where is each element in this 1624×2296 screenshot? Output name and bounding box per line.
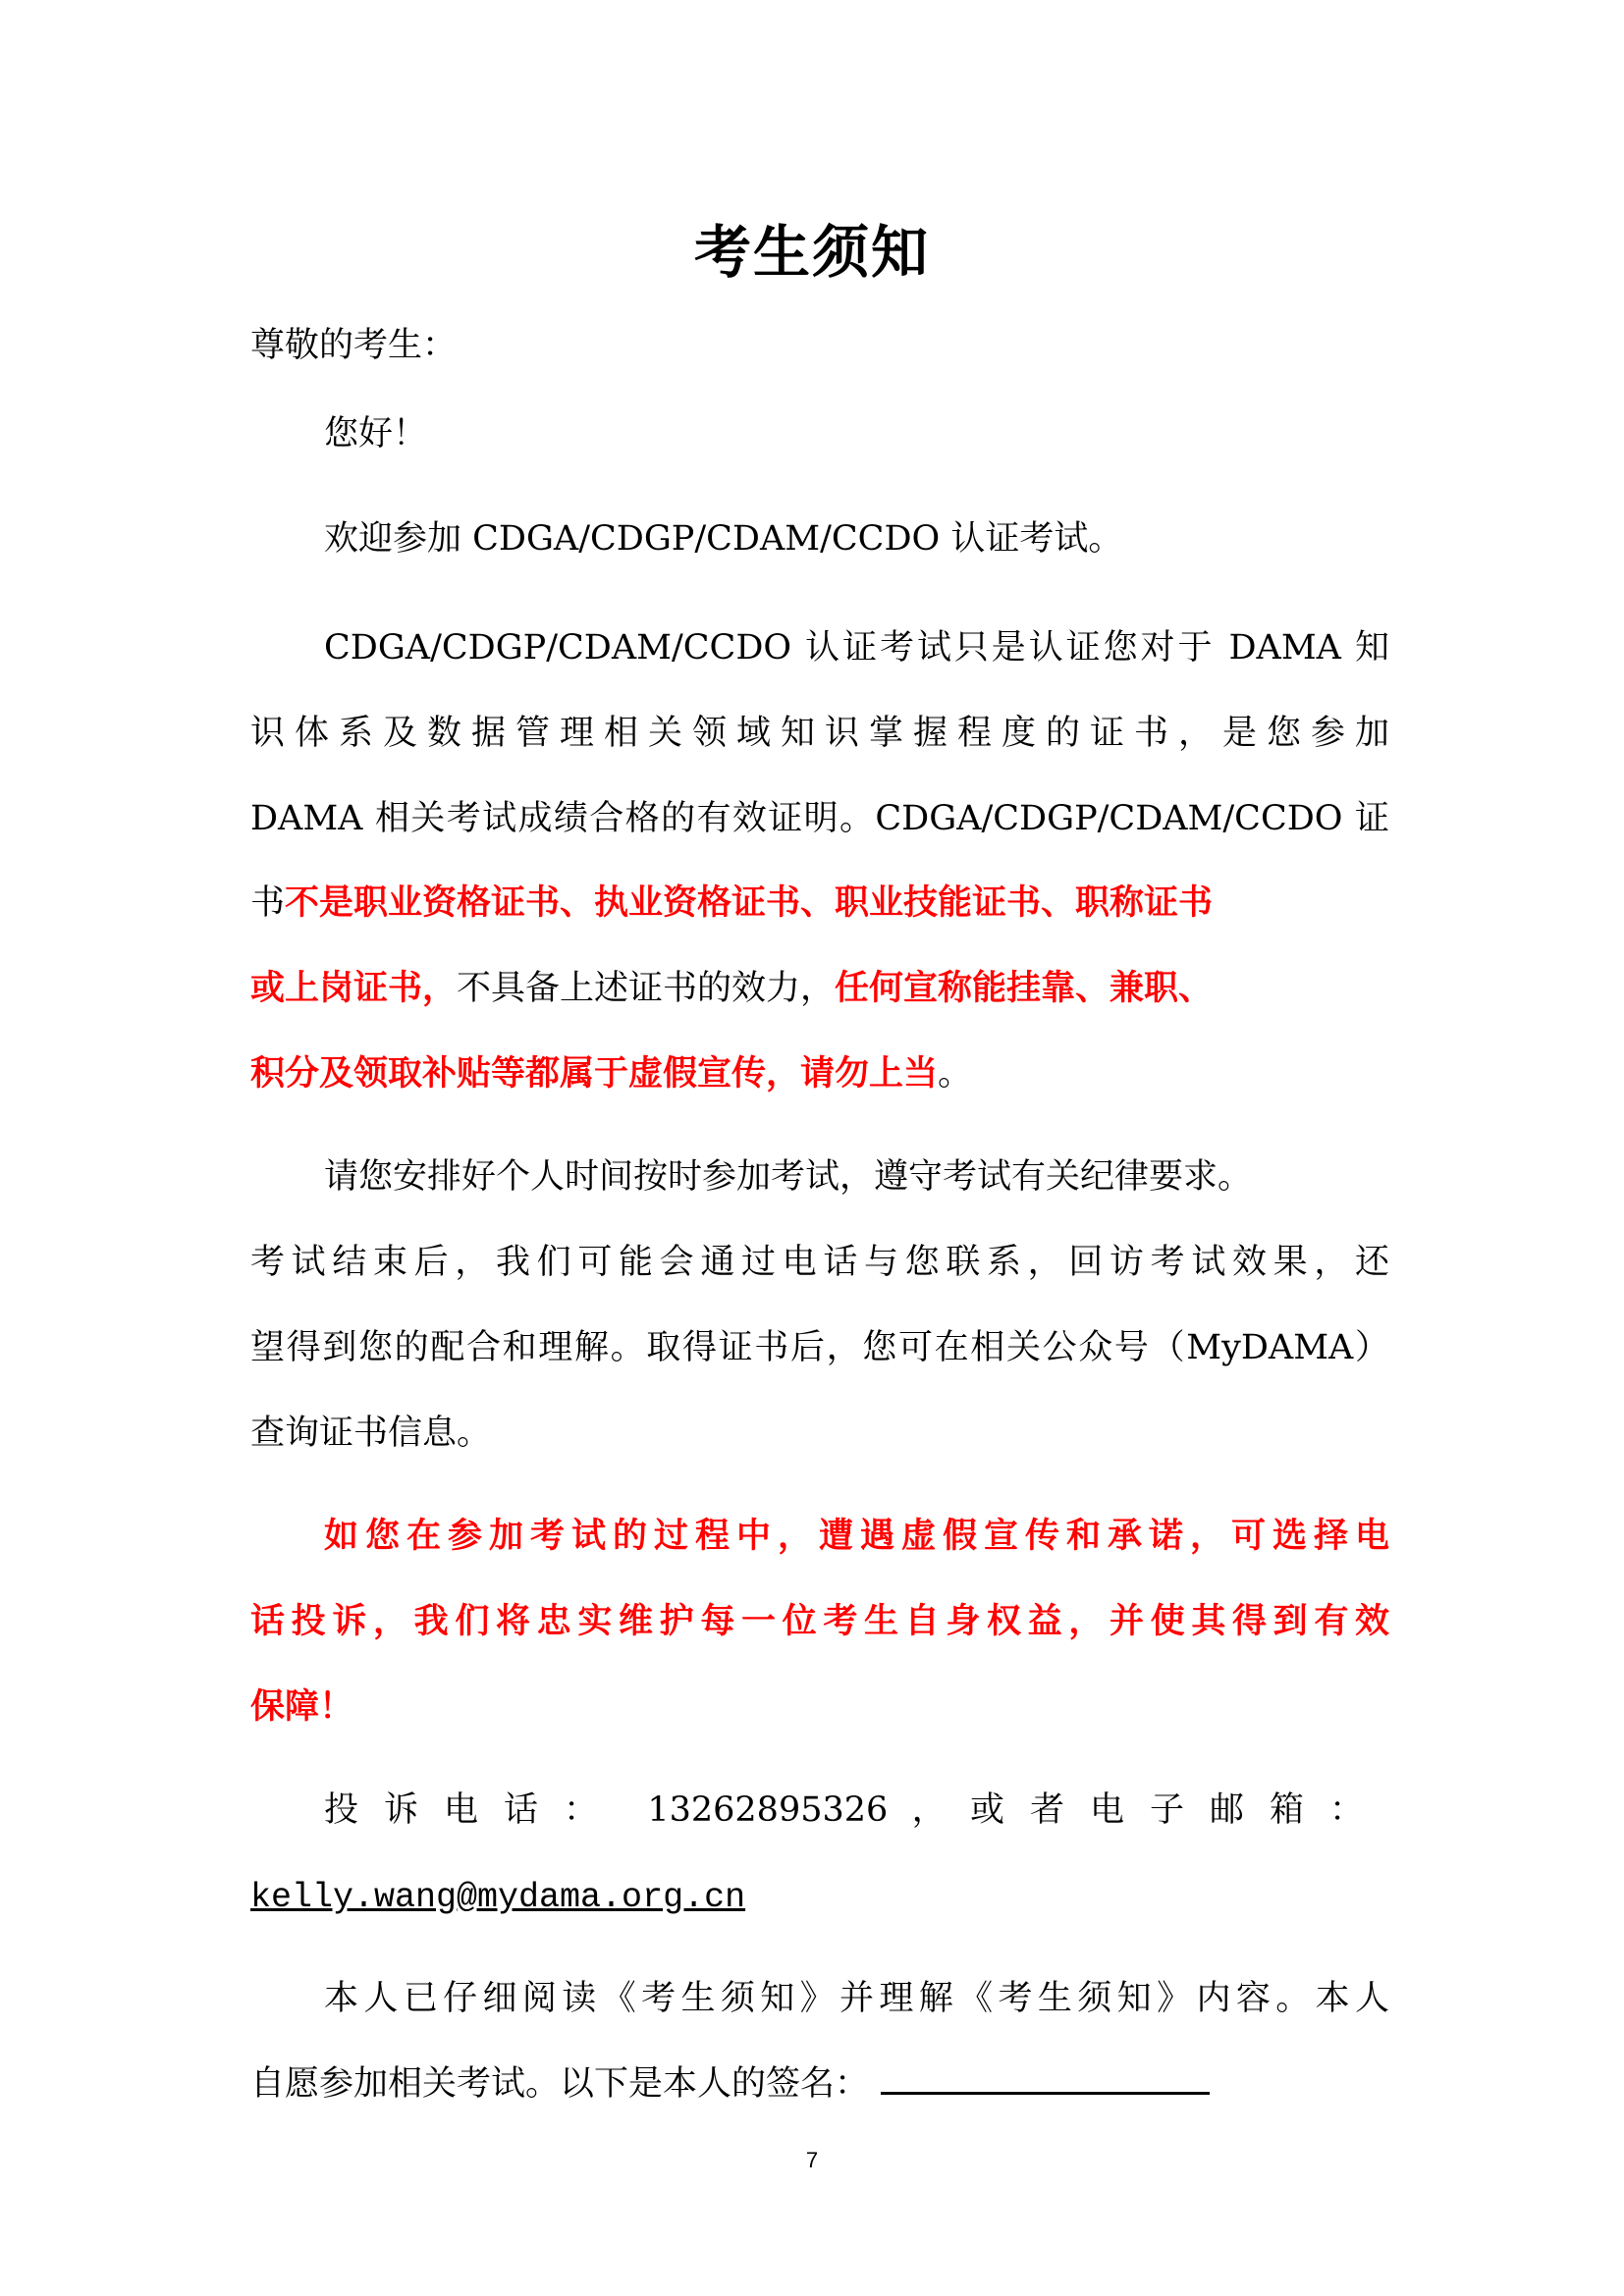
complaint-phone-label: 投诉电话： — [324, 1790, 624, 1830]
acknowledgement-line1: 本人已仔细阅读《考生须知》并理解《考生须知》内容。本人 — [324, 1979, 1389, 2018]
complaint-notice-line2: 话投诉，我们将忠实维护每一位考生自身权益，并使其得到有效 — [250, 1602, 1389, 1641]
complaint-email-link[interactable]: kelly.wang@mydama.org.cn — [250, 1878, 746, 1917]
salutation: 尊敬的考生： — [250, 326, 458, 365]
separator: ， — [911, 1790, 947, 1830]
complaint-email-label: 或者电子邮箱： — [969, 1790, 1389, 1830]
para1-line6-text: 。 — [938, 1054, 973, 1094]
warning-text: 任何宣称能挂靠、兼职、 — [835, 969, 1214, 1008]
para2-line3: 望得到您的配合和理解。取得证书后，您可在相关公众号（MyDAMA） — [250, 1328, 1389, 1367]
page-title: 考生须知 — [693, 219, 930, 286]
para1-line1: CDGA/CDGP/CDAM/CCDO 认证考试只是认证您对于 DAMA 知 — [324, 628, 1389, 667]
para2-line4: 查询证书信息。 — [250, 1414, 492, 1453]
complaint-email-line — [250, 1874, 1389, 1919]
warning-text: 积分及领取补贴等都属于虚假宣传，请勿上当 — [250, 1054, 939, 1094]
complaint-contact-line — [324, 1789, 1389, 1832]
complaint-phone-number: 13262895326 — [647, 1790, 889, 1830]
complaint-notice-line1: 如您在参加考试的过程中，遭遇虚假宣传和承诺，可选择电 — [324, 1517, 1389, 1556]
para1-line2: 识体系及数据管理相关领域知识掌握程度的证书，是您参加 — [250, 714, 1389, 753]
para2-line2: 考试结束后，我们可能会通过电话与您联系，回访考试效果，还 — [250, 1243, 1389, 1282]
para1-line6 — [250, 1052, 1389, 1095]
para1-line4-text: 书 — [250, 883, 286, 923]
para1-line3: DAMA 相关考试成绩合格的有效证明。CDGA/CDGP/CDAM/CCDO 证 — [250, 799, 1389, 838]
para2-line1: 请您安排好个人时间按时参加考试，遵守考试有关纪律要求。 — [324, 1157, 1253, 1197]
greeting: 您好！ — [324, 414, 428, 454]
signature-prompt: 自愿参加相关考试。以下是本人的签名： — [250, 2064, 870, 2104]
para1-line5-text: 不具备上述证书的效力， — [457, 969, 836, 1008]
acknowledgement-line2 — [250, 2062, 1389, 2106]
page-number: 7 — [805, 2148, 819, 2172]
warning-text: 或上岗证书， — [250, 969, 458, 1008]
welcome-line: 欢迎参加 CDGA/CDGP/CDAM/CCDO 认证考试。 — [324, 519, 1123, 559]
complaint-notice-line3: 保障！ — [250, 1687, 354, 1727]
warning-text: 不是职业资格证书、执业资格证书、职业技能证书、职称证书 — [285, 883, 1214, 923]
para1-line5 — [250, 967, 1389, 1010]
para1-line4 — [250, 881, 1389, 925]
signature-field[interactable] — [881, 2062, 1210, 2095]
